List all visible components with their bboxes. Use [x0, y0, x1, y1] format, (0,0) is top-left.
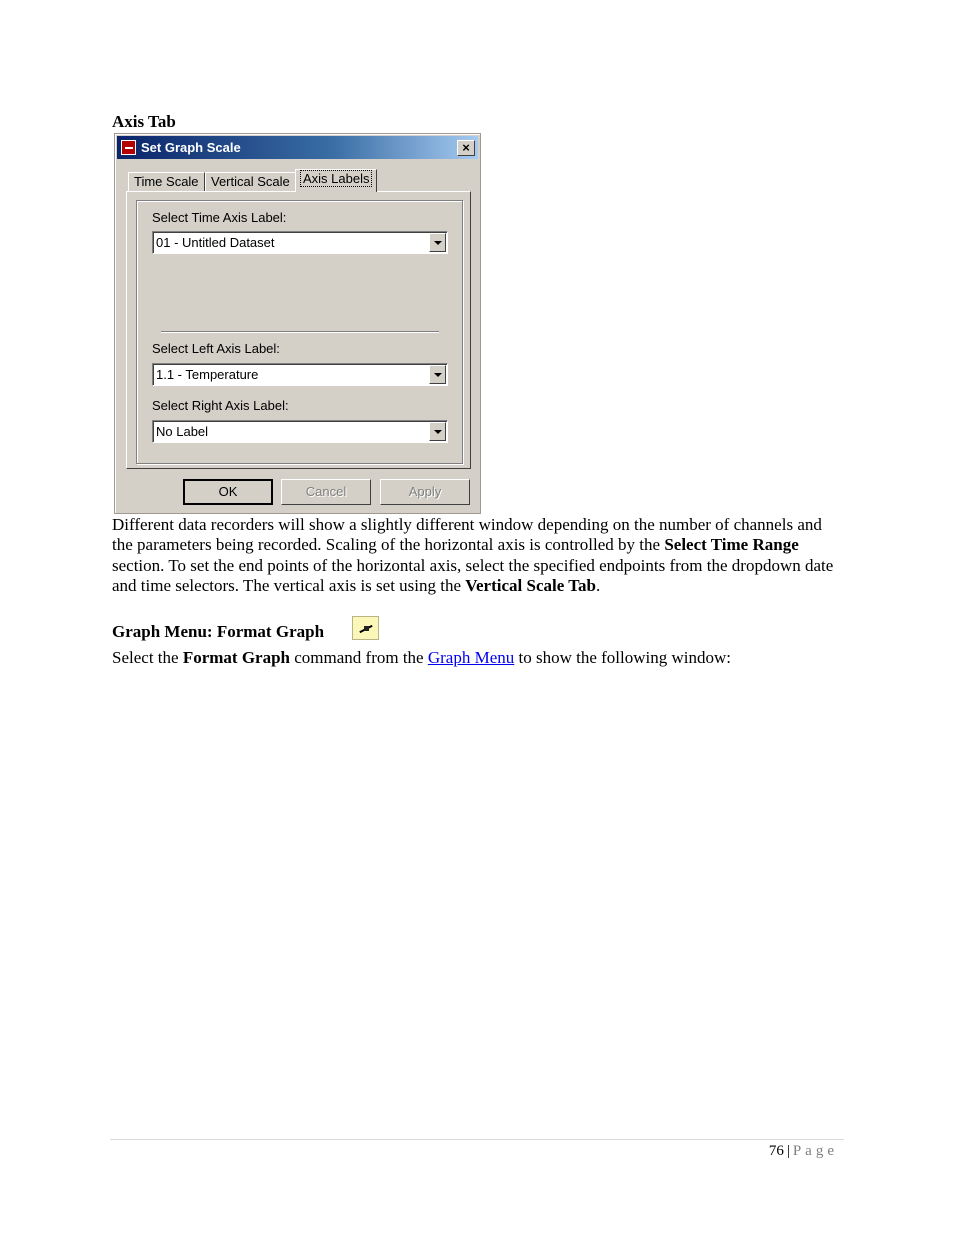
dialog-title: Set Graph Scale: [141, 140, 241, 155]
apply-button[interactable]: Apply: [380, 479, 470, 505]
time-axis-select[interactable]: [152, 231, 448, 254]
time-axis-value: 01 - Untitled Dataset: [156, 235, 275, 250]
format-graph-icon: [352, 616, 379, 640]
tab-time-scale[interactable]: Time Scale: [128, 172, 205, 191]
paragraph-scaling: Different data recorders will show a slightly different window depending on the number of channels and the parameters being recorded. Scaling of the horizontal axis is controlled by the Select Time Range section. To set the end points of the horizontal axis, select the specified endpoints from the dropdown date and time selectors. The vertical axis is set using the Vertical Scale Tab.: [112, 515, 834, 595]
axis-label-group: [136, 200, 463, 464]
left-axis-select[interactable]: [152, 363, 448, 386]
axis-labels-panel: [126, 191, 471, 469]
tab-vertical-scale[interactable]: Vertical Scale: [205, 172, 296, 191]
close-button[interactable]: [457, 140, 475, 156]
footer-separator: |: [786, 1143, 790, 1159]
cancel-button[interactable]: Cancel: [281, 479, 371, 505]
chevron-down-icon[interactable]: [429, 422, 446, 441]
page-number: 76: [768, 1143, 784, 1159]
section-heading-axis-tab: Axis Tab: [112, 112, 176, 131]
ok-button[interactable]: OK: [183, 479, 273, 505]
page-footer: [769, 1142, 838, 1160]
time-axis-label: Select Time Axis Label:: [152, 210, 287, 225]
right-axis-label: Select Right Axis Label:: [152, 398, 289, 413]
set-graph-scale-dialog: [114, 133, 481, 514]
chevron-down-icon[interactable]: [429, 233, 446, 252]
footer-rule: [110, 1139, 844, 1140]
app-icon: [121, 140, 136, 155]
tab-axis-labels[interactable]: Axis Labels: [295, 169, 377, 192]
paragraph-format-graph: Select the Format Graph command from the Graph Menu to show the following window:: [112, 648, 732, 667]
right-axis-select[interactable]: [152, 420, 448, 443]
right-axis-value: No Label: [156, 424, 209, 439]
left-axis-label: Select Left Axis Label:: [152, 341, 280, 356]
page-word: Page: [792, 1143, 838, 1159]
separator: [161, 331, 439, 333]
chevron-down-icon[interactable]: [429, 365, 446, 384]
left-axis-value: 1.1 - Temperature: [156, 367, 259, 382]
section-heading-format-graph: Graph Menu: Format Graph: [112, 622, 325, 641]
dialog-titlebar: [117, 136, 478, 159]
graph-menu-link[interactable]: Graph Menu: [427, 648, 515, 667]
close-icon: ×: [462, 140, 470, 155]
